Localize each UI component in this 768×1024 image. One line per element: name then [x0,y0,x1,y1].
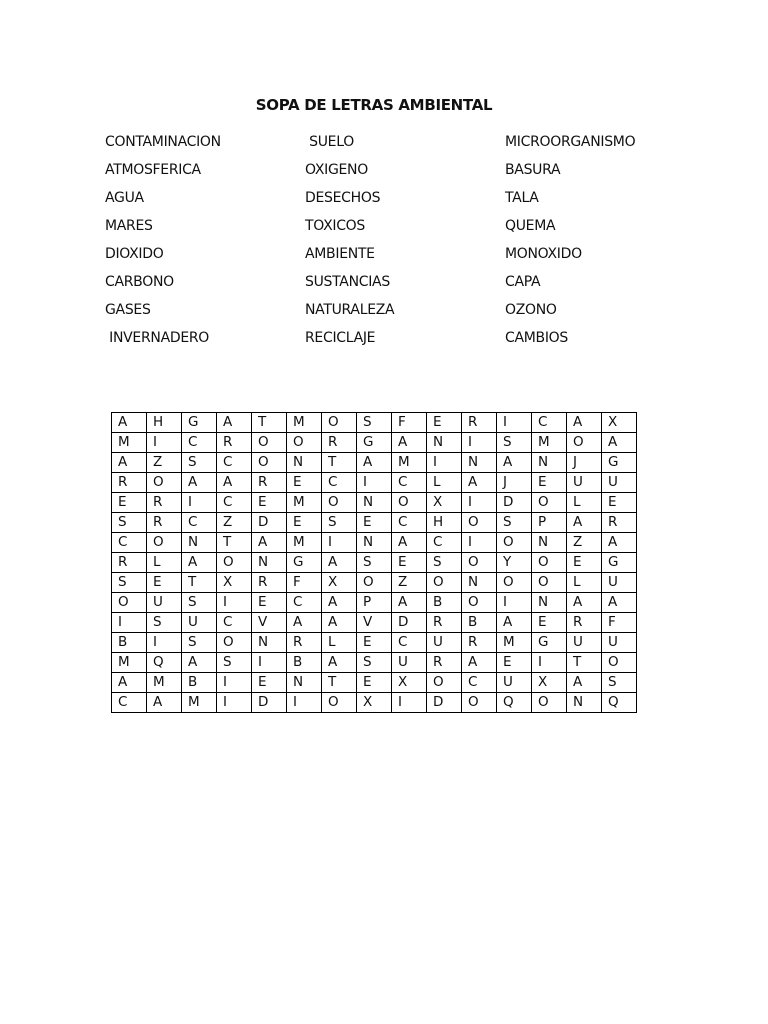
grid-cell: A [322,613,357,633]
grid-cell: A [357,453,392,473]
grid-cell: E [147,573,182,593]
grid-cell: O [252,433,287,453]
grid-row [112,593,637,613]
grid-cell: E [252,493,287,513]
grid-cell: G [182,413,217,433]
grid-cell: I [497,593,532,613]
grid-cell: C [392,473,427,493]
grid-cell: I [287,693,322,713]
grid-cell: S [182,453,217,473]
grid-cell: Q [497,693,532,713]
grid-cell: M [287,493,322,513]
grid-cell: D [427,693,462,713]
grid-cell: N [182,533,217,553]
grid-cell: O [532,693,567,713]
grid-cell: S [357,553,392,573]
grid-cell: I [147,633,182,653]
grid-row [112,473,637,493]
grid-cell: O [322,493,357,513]
grid-cell: X [322,573,357,593]
grid-cell: M [182,693,217,713]
grid-row [112,533,637,553]
grid-cell: X [357,693,392,713]
grid-cell: O [567,433,602,453]
grid-cell: E [357,673,392,693]
grid-cell: C [462,673,497,693]
word-list-column-2 [305,132,394,356]
grid-cell: F [392,413,427,433]
grid-cell: U [567,633,602,653]
grid-cell: M [112,653,147,673]
word-list-item: BASURA [505,162,561,178]
grid-cell: A [322,593,357,613]
grid-cell: B [427,593,462,613]
grid-cell: H [147,413,182,433]
grid-cell: A [602,593,637,613]
grid-cell: T [567,653,602,673]
grid-cell: N [427,433,462,453]
grid-cell: O [252,453,287,473]
grid-cell: C [287,593,322,613]
grid-cell: O [427,573,462,593]
grid-cell: C [532,413,567,433]
grid-cell: X [392,673,427,693]
grid-cell: L [322,633,357,653]
grid-cell: R [427,653,462,673]
grid-cell: C [182,433,217,453]
grid-cell: E [532,473,567,493]
grid-cell: I [217,693,252,713]
word-list-item: MARES [105,218,153,234]
grid-cell: N [532,593,567,613]
word-list-item: ATMOSFERICA [105,162,201,178]
grid-row [112,653,637,673]
grid-cell: R [112,553,147,573]
grid-cell: C [392,633,427,653]
grid-cell: S [427,553,462,573]
grid-cell: R [147,493,182,513]
grid-cell: A [497,613,532,633]
grid-cell: A [182,653,217,673]
grid-row [112,673,637,693]
grid-cell: F [602,613,637,633]
grid-cell: M [287,533,322,553]
grid-cell: O [462,553,497,573]
word-list-item: AMBIENTE [305,246,375,262]
grid-cell: S [112,513,147,533]
grid-cell: A [182,473,217,493]
grid-cell: S [497,433,532,453]
grid-cell: O [532,493,567,513]
grid-cell: T [322,453,357,473]
grid-cell: A [567,673,602,693]
grid-cell: U [567,473,602,493]
grid-cell: S [357,653,392,673]
grid-cell: A [462,653,497,673]
grid-cell: Z [147,453,182,473]
grid-cell: U [602,633,637,653]
grid-cell: C [217,453,252,473]
grid-cell: I [217,593,252,613]
word-list-item: CAMBIOS [505,330,568,346]
word-list-item: CARBONO [105,274,174,290]
grid-cell: S [112,573,147,593]
grid-row [112,413,637,433]
grid-cell: E [287,473,322,493]
grid-cell: N [287,453,322,473]
grid-cell: O [147,533,182,553]
grid-cell: I [217,673,252,693]
grid-cell: E [392,553,427,573]
grid-cell: R [427,613,462,633]
grid-cell: A [112,413,147,433]
word-list-item: TOXICOS [305,218,365,234]
grid-cell: M [147,673,182,693]
word-list-item: NATURALEZA [305,302,395,318]
grid-cell: O [217,553,252,573]
grid-cell: I [147,433,182,453]
grid-cell: B [287,653,322,673]
grid-cell: I [112,613,147,633]
grid-cell: S [217,653,252,673]
grid-cell: C [217,613,252,633]
grid-cell: U [392,653,427,673]
word-list-column-1 [105,132,221,356]
grid-cell: S [497,513,532,533]
word-list-column-3 [505,132,635,356]
grid-cell: E [112,493,147,513]
word-list-item: SUSTANCIAS [305,274,390,290]
grid-cell: O [322,693,357,713]
grid-cell: R [287,633,322,653]
grid-cell: I [322,533,357,553]
word-list-item: CONTAMINACION [105,134,221,150]
grid-cell: N [462,573,497,593]
grid-cell: J [497,473,532,493]
grid-cell: P [532,513,567,533]
grid-cell: Z [567,533,602,553]
grid-cell: U [497,673,532,693]
grid-cell: O [462,513,497,533]
grid-cell: A [112,453,147,473]
grid-cell: E [252,593,287,613]
grid-cell: L [147,553,182,573]
grid-cell: R [252,573,287,593]
word-search-grid [111,412,637,713]
grid-cell: R [462,413,497,433]
grid-cell: R [602,513,637,533]
grid-cell: E [252,673,287,693]
grid-cell: A [392,593,427,613]
grid-cell: A [217,413,252,433]
grid-cell: R [147,513,182,533]
word-list-item: INVERNADERO [105,330,210,346]
grid-cell: F [287,573,322,593]
grid-cell: O [602,653,637,673]
grid-cell: R [252,473,287,493]
grid-cell: C [217,493,252,513]
grid-cell: T [322,673,357,693]
grid-cell: I [462,493,497,513]
grid-cell: N [532,453,567,473]
grid-cell: O [147,473,182,493]
grid-cell: O [322,413,357,433]
grid-cell: D [392,613,427,633]
grid-cell: O [392,493,427,513]
grid-cell: S [147,613,182,633]
grid-row [112,693,637,713]
grid-cell: E [497,653,532,673]
grid-cell: N [252,633,287,653]
word-list-item: DESECHOS [305,190,381,206]
grid-row [112,453,637,473]
grid-cell: N [252,553,287,573]
grid-cell: L [427,473,462,493]
grid-cell: R [462,633,497,653]
grid-cell: I [252,653,287,673]
grid-cell: V [357,613,392,633]
grid-cell: A [252,533,287,553]
word-list-item: SUELO [305,134,354,150]
grid-cell: S [322,513,357,533]
grid-cell: B [462,613,497,633]
grid-cell: E [357,513,392,533]
grid-cell: X [217,573,252,593]
grid-cell: G [602,453,637,473]
grid-cell: I [357,473,392,493]
word-list-item: QUEMA [505,218,556,234]
word-list-item: TALA [505,190,539,206]
grid-cell: T [217,533,252,553]
grid-cell: N [567,693,602,713]
grid-row [112,553,637,573]
grid-cell: T [182,573,217,593]
grid-cell: I [497,413,532,433]
grid-cell: M [287,413,322,433]
grid-cell: R [567,613,602,633]
grid-cell: C [182,513,217,533]
grid-cell: Z [392,573,427,593]
grid-cell: O [497,533,532,553]
grid-cell: D [252,513,287,533]
grid-cell: E [532,613,567,633]
word-list-item: GASES [105,302,151,318]
grid-cell: C [392,513,427,533]
grid-cell: B [182,673,217,693]
grid-cell: A [392,533,427,553]
grid-cell: A [217,473,252,493]
grid-cell: O [427,673,462,693]
grid-cell: G [287,553,322,573]
grid-row [112,613,637,633]
word-list-item: MICROORGANISMO [505,134,636,150]
grid-cell: U [602,573,637,593]
grid-cell: U [147,593,182,613]
grid-cell: G [357,433,392,453]
grid-cell: D [497,493,532,513]
grid-cell: J [567,453,602,473]
grid-cell: E [287,513,322,533]
grid-cell: M [532,433,567,453]
grid-cell: Q [147,653,182,673]
grid-cell: A [322,653,357,673]
grid-cell: A [112,673,147,693]
grid-cell: E [427,413,462,433]
grid-cell: I [462,433,497,453]
grid-cell: Z [217,513,252,533]
grid-cell: M [112,433,147,453]
grid-cell: O [217,633,252,653]
word-list-item: DIOXIDO [105,246,164,262]
word-list-item: MONOXIDO [505,246,582,262]
grid-cell: B [112,633,147,653]
grid-cell: E [357,633,392,653]
grid-cell: U [602,473,637,493]
grid-cell: O [462,693,497,713]
grid-cell: E [567,553,602,573]
grid-cell: A [567,413,602,433]
grid-cell: L [567,573,602,593]
grid-row [112,633,637,653]
word-list-item: CAPA [505,274,541,290]
grid-cell: A [287,613,322,633]
grid-cell: X [602,413,637,433]
grid-cell: U [182,613,217,633]
grid-cell: I [532,653,567,673]
grid-row [112,493,637,513]
grid-cell: I [392,693,427,713]
grid-cell: N [357,533,392,553]
grid-cell: A [392,433,427,453]
grid-cell: V [252,613,287,633]
grid-cell: R [112,473,147,493]
grid-cell: S [182,633,217,653]
grid-cell: I [427,453,462,473]
grid-cell: Q [602,693,637,713]
grid-cell: R [217,433,252,453]
grid-row [112,573,637,593]
grid-cell: X [427,493,462,513]
grid-cell: S [182,593,217,613]
grid-cell: U [427,633,462,653]
grid-cell: H [427,513,462,533]
grid-cell: A [602,433,637,453]
grid-cell: L [567,493,602,513]
grid-cell: C [322,473,357,493]
grid-cell: O [287,433,322,453]
word-list-item: AGUA [105,190,144,206]
grid-cell: G [602,553,637,573]
grid-cell: R [322,433,357,453]
grid-cell: A [462,473,497,493]
grid-cell: E [602,493,637,513]
grid-cell: A [497,453,532,473]
grid-cell: A [602,533,637,553]
grid-cell: N [532,533,567,553]
grid-cell: X [532,673,567,693]
word-list-item: OXIGENO [305,162,368,178]
grid-cell: N [287,673,322,693]
grid-cell: N [462,453,497,473]
grid-cell: C [112,533,147,553]
grid-cell: O [532,553,567,573]
grid-cell: P [357,593,392,613]
word-list-item: RECICLAJE [305,330,376,346]
grid-cell: O [112,593,147,613]
grid-cell: T [252,413,287,433]
grid-cell: O [462,593,497,613]
grid-cell: Y [497,553,532,573]
grid-cell: D [252,693,287,713]
word-list-item: OZONO [505,302,557,318]
grid-cell: C [427,533,462,553]
page-title: SOPA DE LETRAS AMBIENTAL [255,96,493,114]
grid-cell: O [532,573,567,593]
grid-cell: G [532,633,567,653]
grid-cell: A [567,593,602,613]
grid-cell: I [462,533,497,553]
grid-cell: O [497,573,532,593]
grid-cell: O [357,573,392,593]
grid-cell: A [147,693,182,713]
grid-cell: C [112,693,147,713]
grid-cell: A [322,553,357,573]
grid-cell: M [497,633,532,653]
grid-cell: A [182,553,217,573]
grid-cell: A [567,513,602,533]
grid-row [112,513,637,533]
grid-cell: N [357,493,392,513]
grid-cell: S [602,673,637,693]
grid-cell: I [182,493,217,513]
grid-row [112,433,637,453]
grid-cell: S [357,413,392,433]
grid-cell: M [392,453,427,473]
